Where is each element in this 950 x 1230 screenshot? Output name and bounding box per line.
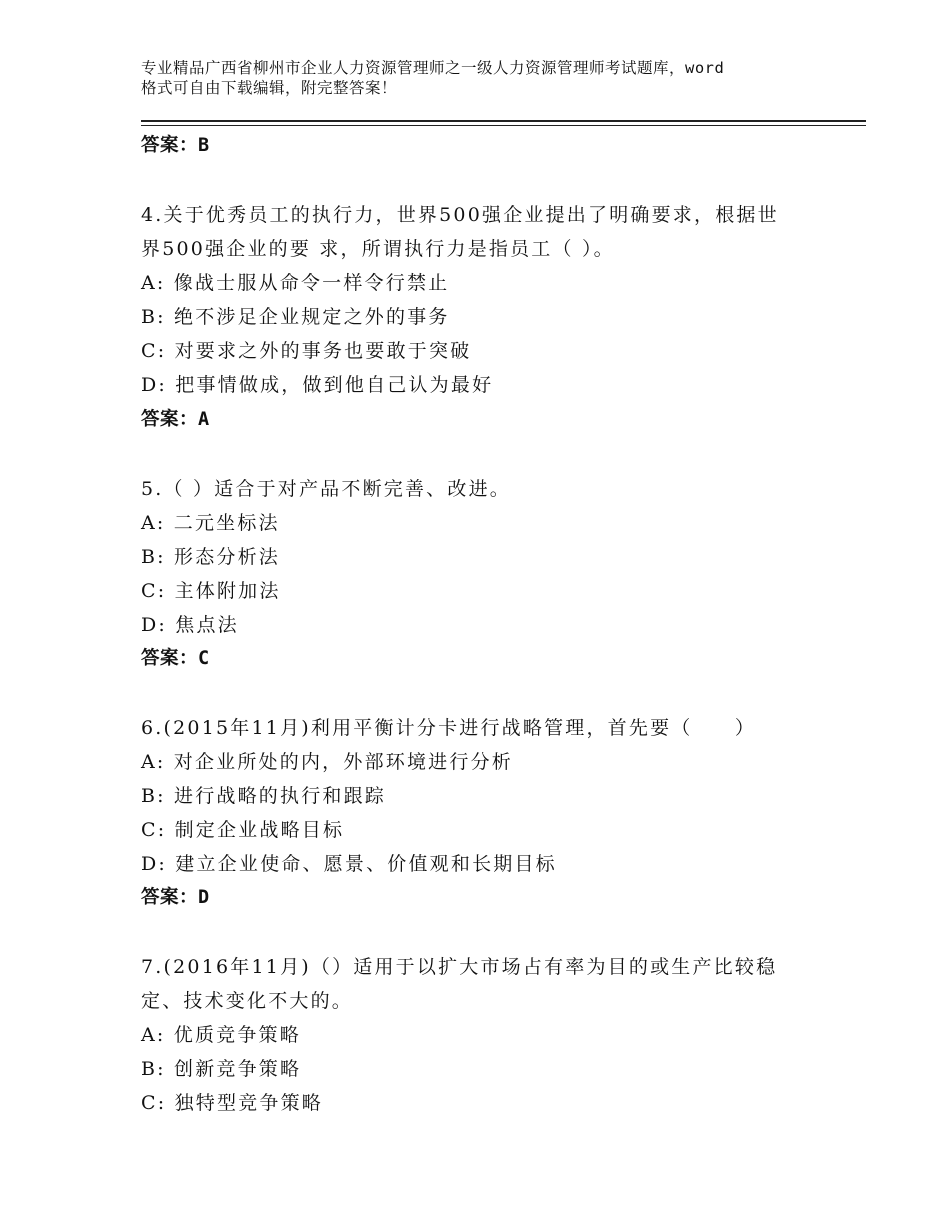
q4-option-d: D: 把事情做成，做到他自己认为最好 (141, 374, 494, 396)
q4-option-c: C: 对要求之外的事务也要敢于突破 (141, 340, 472, 362)
header-rule-thick (141, 120, 866, 122)
header-rule-thin (141, 125, 866, 126)
header-line-1: 专业精品广西省柳州市企业人力资源管理师之一级人力资源管理师考试题库，word (141, 59, 725, 77)
q4-answer: 答案：A (141, 409, 210, 430)
q7-stem-line-1: 7.(2016年11月)（）适用于以扩大市场占有率为目的或生产比较稳 (141, 956, 778, 978)
q5-option-b: B: 形态分析法 (141, 546, 281, 568)
q5-option-c: C: 主体附加法 (141, 580, 281, 602)
q7-option-a: A: 优质竞争策略 (141, 1024, 301, 1046)
q5-answer: 答案：C (141, 648, 210, 669)
q5-option-a: A: 二元坐标法 (141, 512, 280, 534)
q7-option-b: B: 创新竞争策略 (141, 1058, 302, 1080)
q7-stem-line-2: 定、技术变化不大的。 (141, 990, 354, 1012)
q5-option-d: D: 焦点法 (141, 614, 239, 636)
q6-option-b: B: 进行战略的执行和跟踪 (141, 785, 387, 807)
q6-option-c: C: 制定企业战略目标 (141, 819, 345, 841)
q4-option-a: A: 像战士服从命令一样令行禁止 (141, 272, 450, 294)
q6-stem: 6.(2015年11月)利用平衡计分卡进行战略管理，首先要（ ） (141, 717, 757, 739)
q7-option-c: C: 独特型竞争策略 (141, 1092, 323, 1114)
q6-answer: 答案：D (141, 887, 210, 908)
q4-option-b: B: 绝不涉足企业规定之外的事务 (141, 306, 450, 328)
q4-stem-line-2: 界500强企业的要 求，所谓执行力是指员工（ ）。 (141, 238, 615, 260)
q5-stem: 5.（ ）适合于对产品不断完善、改进。 (141, 478, 511, 500)
document-header (141, 58, 831, 98)
q4-stem-line-1: 4.关于优秀员工的执行力，世界500强企业提出了明确要求，根据世 (141, 204, 779, 226)
header-line-2: 格式可自由下载编辑，附完整答案！ (141, 79, 398, 97)
q3-answer: 答案：B (141, 135, 210, 156)
q6-option-d: D: 建立企业使命、愿景、价值观和长期目标 (141, 853, 557, 875)
q6-option-a: A: 对企业所处的内，外部环境进行分析 (141, 751, 513, 773)
